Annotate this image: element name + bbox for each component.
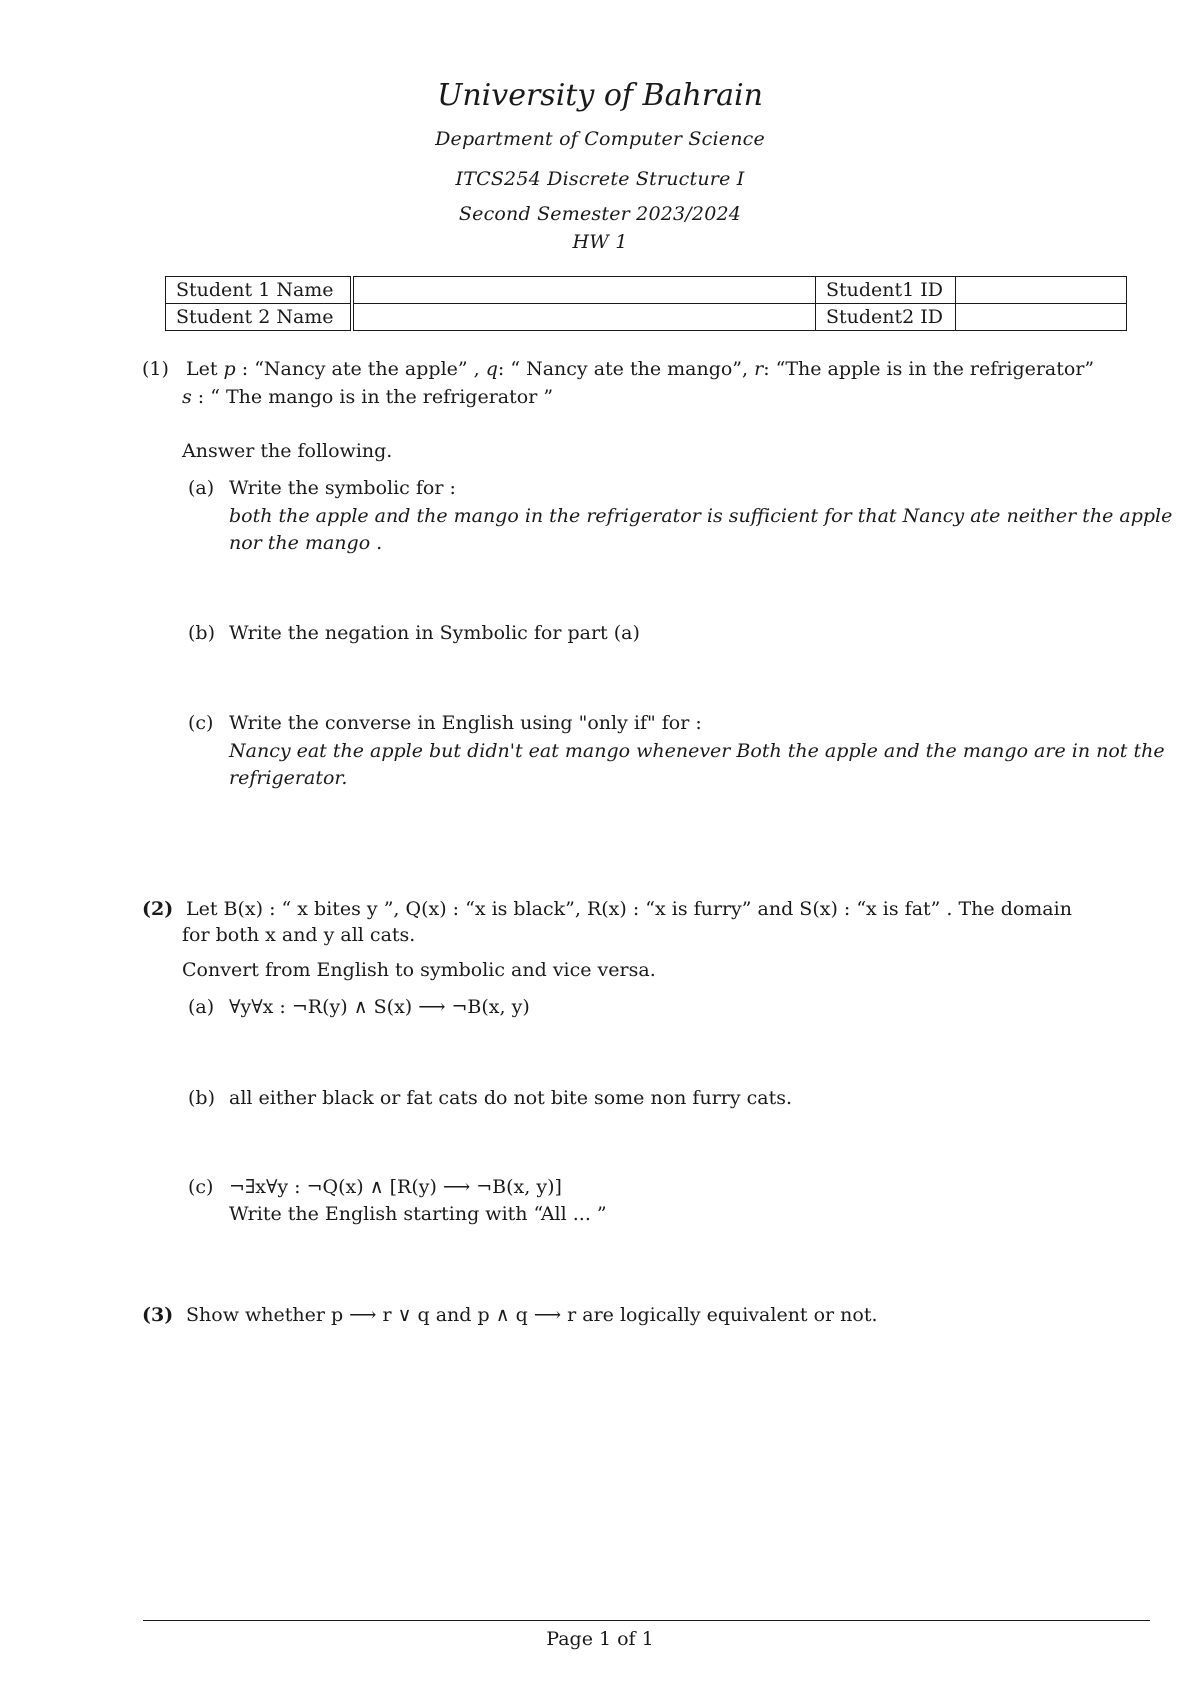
student2-name-label: Student 2 Name xyxy=(166,304,352,331)
q-definition: : “ Nancy ate the mango”, xyxy=(497,358,749,380)
q2c-label: (c) xyxy=(188,1176,214,1198)
question-3-number: (3) xyxy=(142,1304,174,1326)
student2-id-label: Student2 ID xyxy=(816,304,956,331)
var-r: r xyxy=(754,358,764,380)
student1-id-field[interactable] xyxy=(956,277,1127,304)
q1c-label: (c) xyxy=(188,712,214,734)
q1a-text: Write the symbolic for : xyxy=(229,477,456,499)
var-s: s xyxy=(182,386,192,408)
footer-rule xyxy=(143,1620,1150,1621)
q2b-label: (b) xyxy=(188,1087,215,1109)
q1c-text: Write the converse in English using "only if" for : xyxy=(229,712,702,734)
var-q: q xyxy=(485,358,498,380)
student1-id-label: Student1 ID xyxy=(816,277,956,304)
question-2-definitions: Let B(x) : “ x bites y ”, Q(x) : “x is black”, R(x) : “x is furry” and S(x) : “x is fat” . The domain xyxy=(186,898,1072,920)
q2a-expression: ∀y∀x : ¬R(y) ∧ S(x) ⟶ ¬B(x, y) xyxy=(229,996,530,1018)
student1-name-field[interactable] xyxy=(352,277,816,304)
question-1-definitions xyxy=(186,356,1094,383)
question-2-number: (2) xyxy=(142,898,174,920)
q1b-label: (b) xyxy=(188,622,215,644)
q2b-text: all either black or fat cats do not bite some non furry cats. xyxy=(229,1087,793,1109)
semester: Second Semester 2023/2024 xyxy=(458,203,742,225)
q1a-statement-line-1: both the apple and the mango in the refrigerator is sufficient for that Nancy ate neither the apple xyxy=(229,505,1173,527)
page-number: Page 1 of 1 xyxy=(546,1628,654,1650)
q2c-text: Write the English starting with “All ... ” xyxy=(229,1203,607,1225)
p-definition: : “Nancy ate the apple” , xyxy=(235,358,480,380)
student-info-table xyxy=(165,276,1127,331)
var-p: p xyxy=(223,358,236,380)
student2-name-field[interactable] xyxy=(352,304,816,331)
q1a-label: (a) xyxy=(188,477,215,499)
student2-id-field[interactable] xyxy=(956,304,1127,331)
question-2-domain: for both x and y all cats. xyxy=(182,924,416,946)
question-1-instruction: Answer the following. xyxy=(182,440,393,462)
student1-name-label: Student 1 Name xyxy=(166,277,352,304)
q1c-statement-line-2: refrigerator. xyxy=(229,767,348,789)
question-3-text: Show whether p ⟶ r ∨ q and p ∧ q ⟶ r are logically equivalent or not. xyxy=(186,1304,878,1326)
s-definition: : “ The mango is in the refrigerator ” xyxy=(191,386,554,408)
student-row-2 xyxy=(166,304,1127,331)
question-2-instruction: Convert from English to symbolic and vice versa. xyxy=(182,959,656,981)
q2a-label: (a) xyxy=(188,996,215,1018)
question-1-s-definition xyxy=(182,384,553,411)
student-row-1 xyxy=(166,277,1127,304)
homework-number: HW 1 xyxy=(572,231,628,253)
department-name: Department of Computer Science xyxy=(435,128,765,150)
university-title: University of Bahrain xyxy=(437,78,763,113)
question-1-number: (1) xyxy=(142,358,169,380)
q1a-statement-line-2: nor the mango . xyxy=(229,532,383,554)
q1-let: Let xyxy=(186,358,218,380)
q2c-expression: ¬∃x∀y : ¬Q(x) ∧ [R(y) ⟶ ¬B(x, y)] xyxy=(229,1176,562,1198)
r-definition: : “The apple is in the refrigerator” xyxy=(763,358,1095,380)
q1b-text: Write the negation in Symbolic for part (a) xyxy=(229,622,640,644)
q1c-statement-line-1: Nancy eat the apple but didn't eat mango whenever Both the apple and the mango are in not the xyxy=(229,740,1165,762)
course-name: ITCS254 Discrete Structure I xyxy=(455,168,745,190)
